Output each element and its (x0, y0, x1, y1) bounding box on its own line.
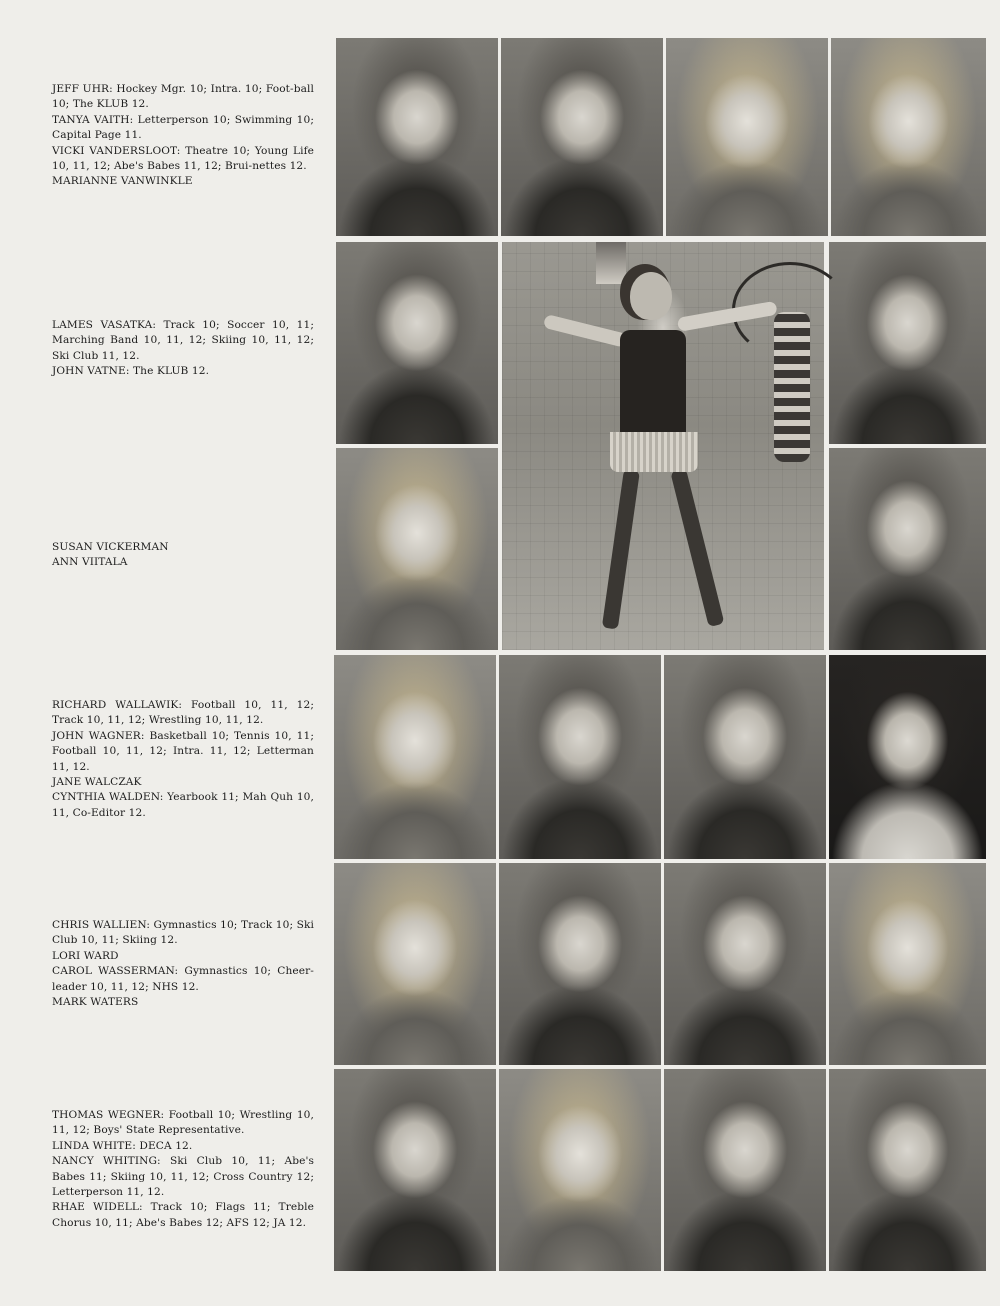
portrait-photo (334, 1069, 496, 1271)
portrait-photo (499, 863, 661, 1065)
caption-block-row-4 (52, 698, 314, 821)
caption-entry: JANE WALCZAK (52, 776, 142, 789)
caption-entry: MARK WATERS (52, 996, 139, 1009)
performer-leg (670, 468, 724, 627)
performer-skirt (610, 432, 698, 472)
portrait-photo (499, 655, 661, 859)
caption-entry: TANYA VAITH: Letterperson 10; Swimming 10; Capital Page 11. (52, 113, 314, 142)
portrait-photo (336, 38, 498, 236)
performer-body (620, 330, 686, 440)
background-figure (774, 312, 810, 462)
portrait-photo (336, 448, 498, 650)
portrait-photo (831, 38, 986, 236)
caption-entry: CYNTHIA WALDEN: Yearbook 11; Mah Quh 10, 11, Co-Editor 12. (52, 791, 314, 819)
performer-head (630, 272, 672, 320)
portrait-photo (334, 655, 496, 859)
caption-entry: RICHARD WALLAWIK: Football 10, 11, 12; Track 10, 11, 12; Wrestling 10, 11, 12. (52, 699, 314, 727)
caption-entry: JOHN WAGNER: Basketball 10; Tennis 10, 11; Football 10, 11, 12; Intra. 11, 12; Letterman 11, 12. (52, 729, 314, 773)
performer-arm (543, 314, 628, 348)
caption-block-row-3 (52, 540, 314, 571)
caption-entry: JOHN VATNE: The KLUB 12. (52, 365, 210, 378)
portrait-photo (829, 448, 986, 650)
portrait-photo (499, 1069, 661, 1271)
caption-block-row-6 (52, 1108, 314, 1231)
caption-block-row-1 (52, 82, 314, 190)
caption-entry: LORI WARD (52, 949, 119, 962)
caption-entry: JEFF UHR: Hockey Mgr. 10; Intra. 10; Foot-ball 10; The KLUB 12. (52, 83, 314, 111)
caption-entry: VICKI VANDERSLOOT: Theatre 10; Young Life 10, 11, 12; Abe's Babes 11, 12; Brui-nettes 12. (52, 144, 314, 173)
background-figure (596, 242, 626, 284)
portrait-photo (666, 38, 828, 236)
caption-entry: LINDA WHITE: DECA 12. (52, 1139, 193, 1152)
portrait-photo (336, 242, 498, 444)
caption-entry: THOMAS WEGNER: Football 10; Wrestling 10, 11, 12; Boys' State Representative. (52, 1109, 314, 1137)
performer-leg (602, 469, 640, 630)
candid-photo-baton-twirler (502, 242, 824, 650)
portrait-photo (334, 863, 496, 1065)
caption-entry: SUSAN VICKERMAN (52, 541, 169, 553)
portrait-photo (664, 655, 826, 859)
caption-entry: LAMES VASATKA: Track 10; Soccer 10, 11; Marching Band 10, 11, 12; Skiing 10, 11, 12; Ski Club 11, 12. (52, 319, 314, 362)
caption-entry: CAROL WASSERMAN: Gymnastics 10; Cheer-leader 10, 11, 12; NHS 12. (52, 965, 314, 993)
caption-block-row-5 (52, 918, 314, 1010)
portrait-photo (829, 863, 986, 1065)
caption-entry: MARIANNE VANWINKLE (52, 175, 193, 188)
caption-block-row-2 (52, 318, 314, 380)
caption-entry: RHAE WIDELL: Track 10; Flags 11; Treble Chorus 10, 11; Abe's Babes 12; AFS 12; JA 12. (52, 1201, 314, 1229)
caption-entry: ANN VIITALA (52, 556, 128, 569)
portrait-photo (829, 242, 986, 444)
portrait-photo (664, 1069, 826, 1271)
portrait-photo (829, 655, 986, 859)
caption-entry: NANCY WHITING: Ski Club 10, 11; Abe's Babes 11; Skiing 10, 11, 12; Cross Country 12; Letterperson 11, 12. (52, 1155, 314, 1199)
portrait-photo (501, 38, 663, 236)
portrait-photo (664, 863, 826, 1065)
caption-entry: CHRIS WALLIEN: Gymnastics 10; Track 10; Ski Club 10, 11; Skiing 12. (52, 919, 314, 947)
portrait-photo (829, 1069, 986, 1271)
